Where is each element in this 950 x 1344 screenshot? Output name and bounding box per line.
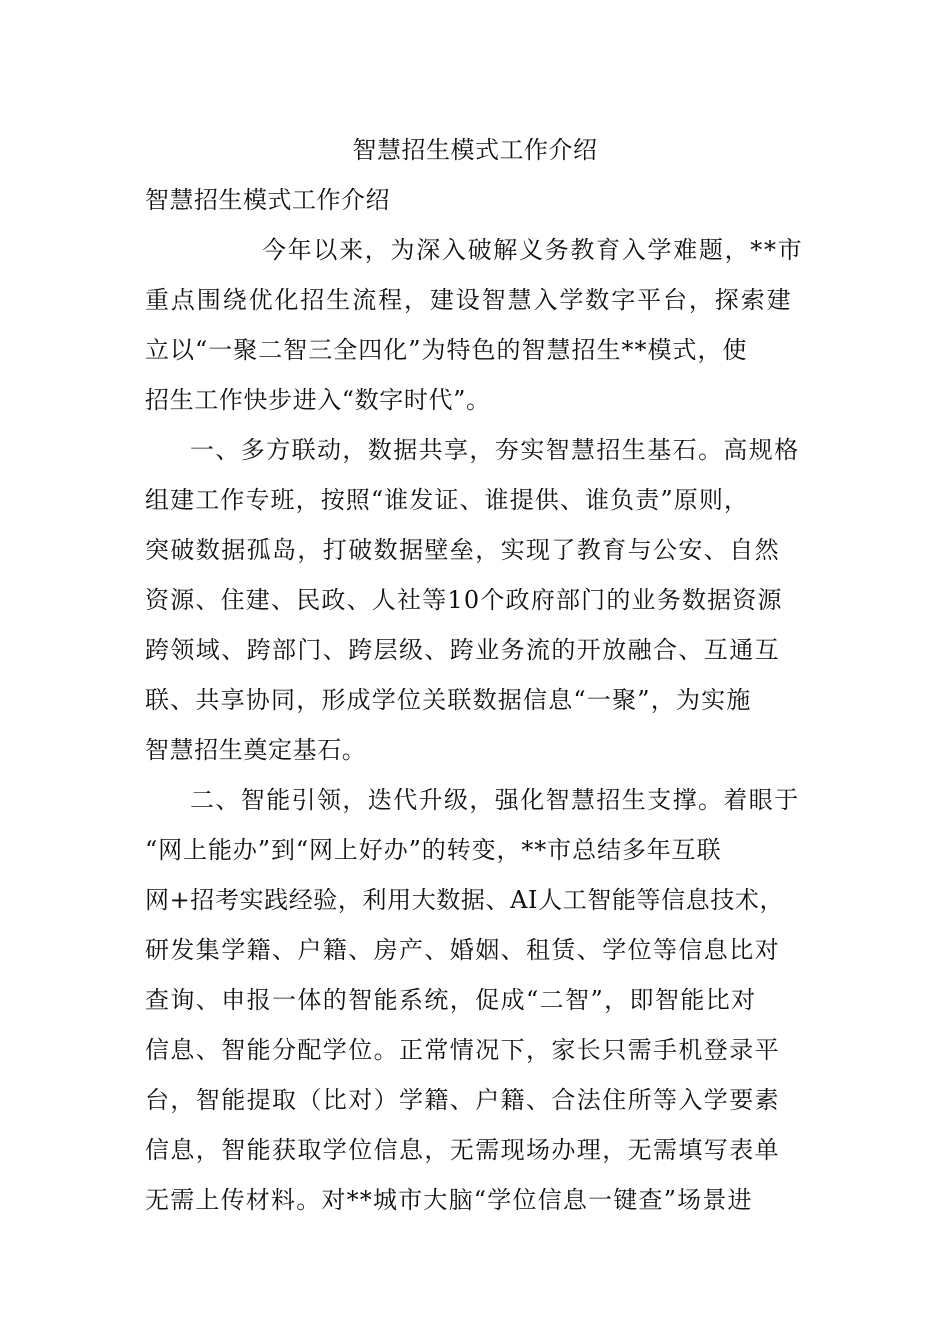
document-title: 智慧招生模式工作介绍 — [352, 136, 598, 164]
paragraph-line: 跨领域、跨部门、跨层级、跨业务流的开放融合、互通互 — [145, 636, 780, 664]
paragraph-line: 台，智能提取（比对）学籍、户籍、合法住所等入学要素 — [145, 1086, 780, 1114]
paragraph-line: 突破数据孤岛，打破数据壁垒，实现了教育与公安、自然 — [145, 536, 780, 564]
document-subtitle: 智慧招生模式工作介绍 — [145, 186, 390, 214]
paragraph-line: 信息，智能获取学位信息，无需现场办理，无需填写表单 — [145, 1136, 780, 1164]
paragraph-line: 查询、申报一体的智能系统，促成“二智”，即智能比对 — [145, 986, 757, 1014]
paragraph-line: 组建工作专班，按照“谁发证、谁提供、谁负责”原则， — [145, 486, 750, 514]
paragraph-line: 一、多方联动，数据共享，夯实智慧招生基石。高规格 — [190, 436, 800, 464]
paragraph-line: 信息、智能分配学位。正常情况下，家长只需手机登录平 — [145, 1036, 780, 1064]
paragraph-line: 智慧招生奠定基石。 — [145, 736, 367, 764]
paragraph-line: 网+招考实践经验，利用大数据、AI人工智能等信息技术， — [145, 886, 785, 914]
paragraph-line: 重点围绕优化招生流程，建设智慧入学数字平台，探索建 — [145, 286, 793, 314]
paragraph-line: “网上能办”到“网上好办”的转变，**市总结多年互联 — [145, 836, 722, 864]
paragraph-line: 今年以来，为深入破解义务教育入学难题，**市 — [262, 236, 804, 264]
paragraph-line: 二、智能引领，迭代升级，强化智慧招生支撑。着眼于 — [190, 786, 800, 814]
paragraph-line: 资源、住建、民政、人社等10个政府部门的业务数据资源 — [145, 586, 783, 614]
paragraph-line: 联、共享协同，形成学位关联数据信息“一聚”，为实施 — [145, 686, 752, 714]
paragraph-line: 招生工作快步进入“数字时代”。 — [145, 386, 491, 414]
paragraph-line: 研发集学籍、户籍、房产、婚姻、租赁、学位等信息比对 — [145, 936, 780, 964]
paragraph-line: 无需上传材料。对**城市大脑“学位信息一键查”场景进 — [145, 1186, 753, 1214]
paragraph-line: 立以“一聚二智三全四化”为特色的智慧招生**模式，使 — [145, 336, 748, 364]
